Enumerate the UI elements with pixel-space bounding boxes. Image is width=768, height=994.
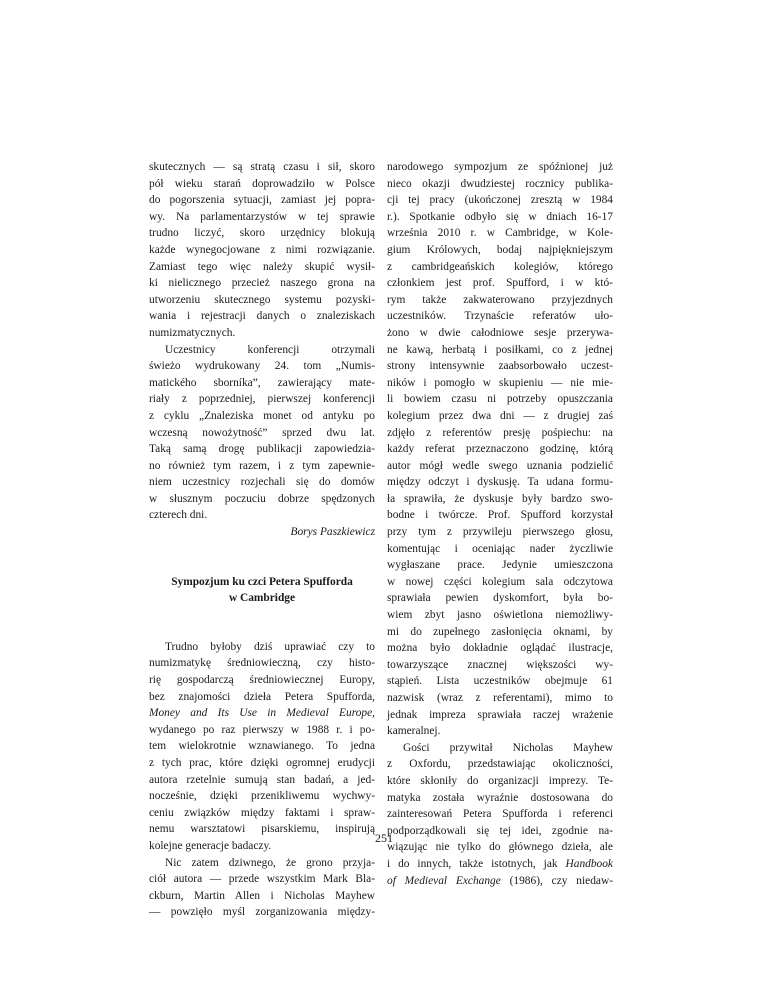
text-line: członkiem jest prof. Spufford, i w któ- bbox=[387, 277, 613, 290]
text-line: zainteresowań Petera Spufforda i referenci bbox=[387, 808, 613, 821]
book-title: of Medieval Exchange bbox=[387, 874, 501, 887]
text-line: autora rzetelnie sumują stan badań, a jed- bbox=[149, 773, 375, 786]
text-line: do pogorszenia sytuacji, zamiast jej popra- bbox=[149, 194, 375, 207]
text-line: wiązując nie tylko do głównego dzieła, ale bbox=[387, 841, 613, 854]
text-line: strony intensywnie zaabsorbowało uczest- bbox=[387, 360, 613, 373]
text-line: rym także zakwaterowano przyjezdnych bbox=[387, 293, 613, 306]
text-line: Taką samą drogę publikacji zapowiedzia- bbox=[149, 443, 375, 456]
text-line: wygłaszane prace. Jedynie umieszczona bbox=[387, 559, 613, 572]
text-line: świeżo wydrukowany 24. tom „Numis- bbox=[149, 360, 375, 373]
text-line: ceniu związków między faktami i spraw- bbox=[149, 806, 375, 819]
text-line: no również tym razem, i z tym zapewnie- bbox=[149, 459, 375, 472]
text-line: jednak impreza sprawiała raczej wrażenie bbox=[387, 708, 613, 721]
text-line: z Oxfordu, przedstawiając okoliczności, bbox=[387, 758, 613, 771]
author-signature: Borys Paszkiewicz bbox=[290, 526, 375, 539]
text-line: skutecznych — są stratą czasu i sił, skoro bbox=[149, 161, 375, 173]
text-line: numizmatycznych. bbox=[149, 326, 236, 339]
text-line: zdjęło z referentów presję pośpiechu: na bbox=[387, 426, 613, 439]
text-line: Trudno byłoby dziś uprawiać czy to bbox=[165, 640, 375, 653]
text-line: rię gospodarczą średniowiecznej Europy, bbox=[149, 674, 375, 687]
paragraph-intro bbox=[149, 639, 375, 855]
text-line: kolegium przez dwa dni — z drugiej zaś bbox=[387, 409, 613, 422]
text-line: wczesną nowożytność” sprzed dwu lat. bbox=[149, 426, 375, 439]
text-line: matického sborníka”, zawierający mate- bbox=[149, 376, 375, 389]
text-line: wania i rejestracji danych o znaleziskach bbox=[149, 310, 375, 323]
text-line: trudno liczyć, skoro urzędnicy blokują bbox=[149, 227, 375, 240]
text-line: można było dokładnie oglądać ilustracje, bbox=[387, 642, 613, 655]
paragraph-symposium bbox=[387, 159, 613, 740]
book-title: Money and Its Use in Medieval Europe, bbox=[149, 707, 375, 720]
text-line: między odczyt i dyskusję. Ta udana formu- bbox=[387, 476, 613, 489]
text-line: — powzięło myśl zorganizowania między- bbox=[149, 906, 375, 919]
text-line: w nowej części kolegium sala odczytowa bbox=[387, 575, 613, 588]
text-line: wiem zbyt jasno oświetlona niemożliwy- bbox=[387, 609, 613, 622]
text-line: r.). Spotkanie odbyło się w dniach 16-17 bbox=[387, 210, 613, 223]
text-line: z cambridgeańskich kolegiów, którego bbox=[387, 260, 613, 273]
text-line: kolejne generacje badaczy. bbox=[149, 839, 272, 852]
text-line: komentując i oceniając nader życzliwie bbox=[387, 542, 613, 555]
paragraph-participants bbox=[149, 342, 375, 525]
text-line: tem wielokrotnie wznawianego. To jedna bbox=[149, 740, 375, 753]
text-line: of Medieval Exchange (1986), czy niedaw- bbox=[387, 874, 613, 887]
text-line: narodowego sympozjum ze spóźnionej już bbox=[387, 161, 613, 173]
text-line: numizmatykę średniowieczną, czy histo- bbox=[149, 657, 375, 670]
text-line: ckburn, Martin Allen i Nicholas Mayhew bbox=[149, 889, 375, 902]
text-line: nazwisk (wraz z referentami), mimo to bbox=[387, 692, 613, 704]
text-line: nemu warsztatowi pisarskiemu, inspirują bbox=[149, 823, 375, 836]
paragraph-welcome bbox=[387, 740, 613, 889]
text-line: ła sprawiła, że dyskusje były bardzo swo- bbox=[387, 492, 613, 505]
text-line: z cyklu „Znaleziska monet od antyku po bbox=[149, 409, 375, 422]
paragraph-friends bbox=[149, 855, 375, 921]
text-line: żono w dwie całodniowe sesje przerywa- bbox=[387, 326, 613, 339]
text-line: autor mógł wedle swego uznania podzielić bbox=[387, 459, 613, 472]
text-line: które skłoniły do organizacji imprezy. Te- bbox=[387, 774, 613, 787]
section-heading bbox=[149, 574, 375, 607]
text-line: nieco okazji dwudziestej rocznicy publika- bbox=[387, 177, 613, 190]
text-line: niem uczestnicy rozjechali się do domów bbox=[149, 476, 375, 489]
text-line: ników i pomogło w skupieniu — nie mie- bbox=[387, 376, 613, 389]
text-line: cji tej pracy (ukończonej zresztą w 1984 bbox=[387, 194, 613, 207]
text-line: bez znajomości dzieła Petera Spufforda, bbox=[149, 690, 375, 703]
text-line: przy tym z przywileju pierwszego głosu, bbox=[387, 526, 613, 539]
text-line: sprawiała pewien dyskomfort, była bo- bbox=[387, 592, 613, 605]
text-line: września 2010 r. w Cambridge, w Kole- bbox=[387, 227, 613, 240]
text-line: li bowiem czasu ni potrzeby opuszczania bbox=[387, 393, 613, 406]
text-line: riały z poprzedniej, pierwszej konferencji bbox=[149, 393, 375, 406]
text-line: utworzeniu skutecznego systemu pozyski- bbox=[149, 293, 375, 306]
text-line: w słusznym poczuciu dobrze spędzonych bbox=[149, 492, 375, 505]
text-line: z tych prac, które dzięki ogromnej erudycji bbox=[149, 757, 375, 769]
text-line: i do innych, także istotnych, jak Handbook bbox=[387, 857, 613, 870]
text-line: bodne i twórcze. Prof. Spufford korzystał bbox=[387, 509, 613, 522]
text-line: nocześnie, dzięki przenikliwemu wychwy- bbox=[149, 790, 375, 803]
text-line: ki nielicznego przecież naszego grona na bbox=[149, 277, 375, 290]
text-line: stąpień. Lista uczestników obejmuje 61 bbox=[387, 675, 613, 688]
text-line: towarzyszące znacznej większości wy- bbox=[387, 658, 613, 671]
text-line: kameralnej. bbox=[387, 725, 441, 738]
text-line: uczestników. Trzynaście referatów uło- bbox=[387, 310, 613, 323]
text-line: Uczestnicy konferencji otrzymali bbox=[165, 343, 375, 356]
text-line: pół wieku starań doprowadziło w Polsce bbox=[149, 177, 375, 190]
book-title: Handbook bbox=[565, 857, 613, 870]
text-line: podporządkowali się tej idei, zgodnie na- bbox=[387, 824, 613, 837]
text-line: Zamiast tego więc należy skupić wysił- bbox=[149, 260, 375, 273]
text-line: gium Królowych, bodaj najpiękniejszym bbox=[387, 243, 613, 256]
text-line: wydanego po raz pierwszy w 1988 r. i po- bbox=[149, 723, 375, 736]
left-column bbox=[149, 159, 375, 921]
text-line: czterech dni. bbox=[149, 509, 208, 522]
text-line: mi do zupełnego zasłonięcia oknami, by bbox=[387, 625, 613, 638]
text-line: każdy referat przeznaczono godzinę, którą bbox=[387, 443, 613, 456]
paragraph-continuation bbox=[149, 159, 375, 342]
page-number: 251 bbox=[375, 831, 393, 845]
text-line: ne kawą, herbatą i posiłkami, co z jednej bbox=[387, 343, 613, 356]
section-heading-line1: Sympozjum ku czci Petera Spufforda bbox=[171, 575, 353, 588]
section-heading-line2: w Cambridge bbox=[228, 592, 296, 605]
text-line: wy. Na parlamentarzystów w tej sprawie bbox=[149, 210, 375, 223]
text-line: ciół autora — przede wszystkim Mark Bla- bbox=[149, 873, 375, 886]
text-line: matyka została wyraźnie dostosowana do bbox=[387, 791, 613, 804]
text-line: Gości przywitał Nicholas Mayhew bbox=[403, 741, 613, 754]
text-line: każde wynegocjowane z nimi rozwiązanie. bbox=[149, 243, 375, 256]
text-line: Nic zatem dziwnego, że grono przyja- bbox=[165, 856, 375, 869]
right-column bbox=[387, 159, 613, 889]
